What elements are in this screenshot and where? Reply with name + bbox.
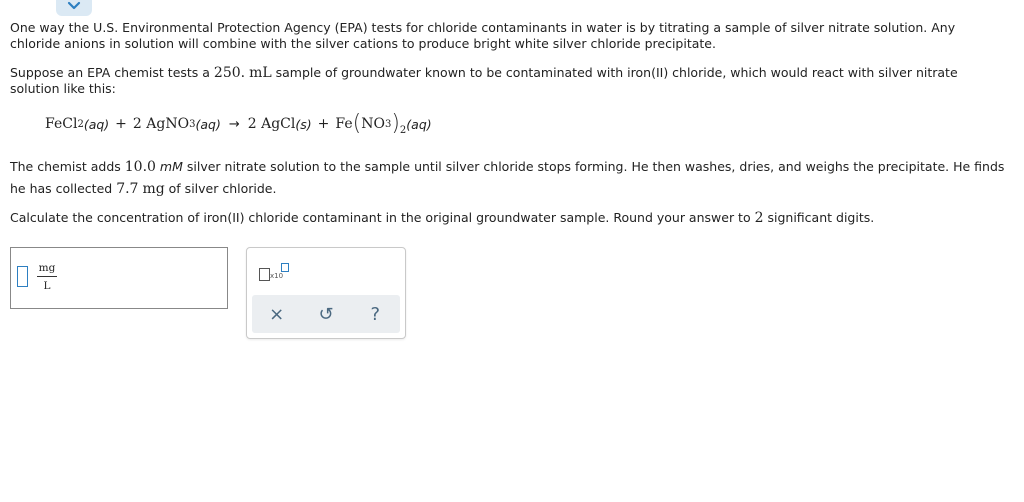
answer-box[interactable] (10, 247, 228, 309)
significant-digits: 2 (754, 210, 764, 226)
math-tool-panel (246, 247, 406, 339)
tool-bar (252, 295, 400, 333)
reaction-equation: FeCl 2 (aq) + 2 AgNO 3 (aq) → 2 AgCl (s) + Fe ( NO 3 ) $_2$ (aq) (45, 111, 432, 136)
base-box-icon (259, 268, 270, 281)
unit-denominator: L (43, 280, 51, 292)
exponent-box-icon (281, 263, 289, 272)
clear-button[interactable] (262, 299, 292, 329)
setup-paragraph: Suppose an EPA chemist tests a 250. mL sample of groundwater known to be contaminated with iron(II) chloride, which would react with silver nitrate solution like this: (10, 65, 958, 96)
undo-icon: ↺ (318, 303, 334, 325)
close-icon: × (269, 303, 285, 325)
precipitate-mass-unit: mg (142, 181, 165, 197)
concentration-unit: mM (159, 159, 183, 174)
scientific-notation-button[interactable] (259, 263, 295, 285)
sample-volume: 250. (213, 65, 246, 81)
precipitate-mass: 7.7 (116, 181, 139, 197)
answer-input[interactable] (17, 266, 28, 287)
reaction-arrow: → (228, 116, 240, 132)
sample-volume-unit: mL (249, 65, 272, 81)
silver-nitrate-concentration: 10.0 (124, 159, 156, 175)
unit-numerator: mg (38, 262, 56, 274)
fraction-bar (37, 276, 57, 277)
x10-label: x10 (270, 272, 284, 280)
procedure-paragraph: The chemist adds 10.0 mM silver nitrate solution to the sample until silver chloride stops forming. He then washes, dries, and weighs the precipitate. He finds he has collected 7.7 mg of silver chloride. (10, 159, 1005, 197)
task-paragraph: Calculate the concentration of iron(II) chloride contaminant in the original groundwater sample. Round your answer to 2 significant digits. (10, 210, 875, 226)
chevron-down-icon (67, 1, 81, 10)
answer-unit (37, 262, 57, 292)
intro-paragraph: One way the U.S. Environmental Protection Agency (EPA) tests for chloride contaminants in water is by titrating a sample of silver nitrate solution. Any chloride anions in solution will combine with the silver cations to produce bright white silver chloride precipitate. (10, 20, 956, 51)
help-icon: ? (370, 303, 381, 325)
collapse-tab[interactable] (56, 0, 92, 16)
help-button[interactable] (360, 299, 390, 329)
undo-button[interactable] (311, 299, 341, 329)
